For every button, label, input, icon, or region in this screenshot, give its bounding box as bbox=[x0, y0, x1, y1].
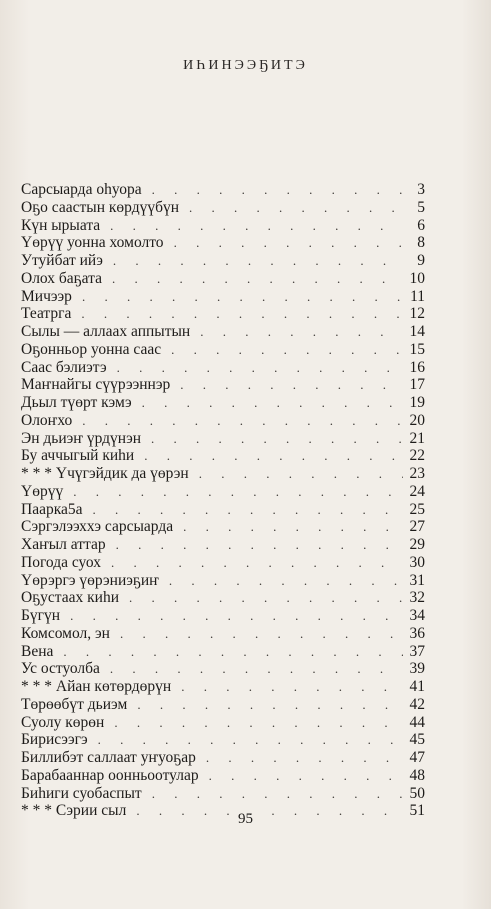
dot-leader bbox=[173, 518, 403, 536]
toc-entry-title: Комсомол, эн bbox=[21, 624, 110, 642]
toc-entry-title: Оҕонньор уонна саас bbox=[21, 340, 162, 358]
dot-leader bbox=[119, 589, 403, 607]
toc-entry-title: Биллибэт саллаат уҥуоҕар bbox=[21, 749, 196, 766]
dot-leader bbox=[170, 376, 403, 394]
toc-entry-page: 23 bbox=[409, 465, 425, 482]
dot-leader bbox=[142, 181, 403, 199]
dot-leader bbox=[88, 731, 403, 749]
toc-entry-page: 45 bbox=[409, 731, 425, 749]
toc-entry bbox=[21, 483, 425, 501]
toc-entry bbox=[21, 359, 425, 377]
toc-entry-page: 51 bbox=[409, 802, 425, 820]
dot-leader bbox=[127, 696, 403, 714]
dot-leader bbox=[72, 288, 403, 306]
toc-entry-page: 5 bbox=[417, 198, 425, 216]
toc-entry bbox=[21, 217, 425, 235]
dot-leader bbox=[53, 643, 403, 661]
toc-entry bbox=[21, 678, 425, 696]
toc-entry-title: Сарсыарда оһуора bbox=[21, 181, 142, 198]
toc-entry bbox=[21, 749, 425, 767]
dot-leader bbox=[164, 234, 403, 252]
toc-entry-title: Олох баҕата bbox=[21, 269, 102, 287]
dot-leader bbox=[171, 678, 403, 696]
toc-entry-page: 24 bbox=[409, 482, 425, 500]
toc-entry bbox=[21, 430, 425, 448]
dot-leader bbox=[141, 430, 403, 448]
toc-entry bbox=[21, 341, 425, 359]
toc-entry-title: Вена bbox=[21, 642, 54, 660]
toc-entry-title: Дьыл түөрт кэмэ bbox=[21, 394, 132, 411]
dot-leader bbox=[106, 536, 403, 554]
toc-entry-title: Барабааннар оонньоотулар bbox=[21, 766, 199, 784]
toc-entry-title: Паарка5а bbox=[21, 500, 83, 518]
toc-entry-title: Сэргэлээххэ сарсыарда bbox=[21, 518, 174, 536]
toc-entry bbox=[21, 181, 425, 199]
toc-entry-page: 20 bbox=[409, 411, 425, 429]
toc-entry-page: 6 bbox=[417, 216, 425, 234]
toc-entry-title: Погода суох bbox=[21, 553, 102, 571]
toc-entry-page: 3 bbox=[417, 181, 425, 198]
dot-leader bbox=[190, 323, 403, 341]
toc-entry-title: Утуйбат ийэ bbox=[21, 252, 103, 269]
dot-leader bbox=[134, 447, 403, 465]
toc-entry bbox=[21, 696, 425, 714]
toc-entry-title: Бу аччыгый киһи bbox=[21, 447, 135, 465]
toc-entry bbox=[21, 199, 425, 217]
dot-leader bbox=[71, 305, 403, 323]
toc-entry-page: 41 bbox=[409, 678, 425, 695]
toc-entry bbox=[21, 643, 425, 661]
toc-entry-title: Оҕо саастын көрдүүбүн bbox=[21, 198, 180, 216]
toc-entry-title: Маҥнайгы сүүрээннэр bbox=[21, 376, 171, 394]
toc-entry-title: Эн дьиэҥ үрдүнэн bbox=[21, 429, 142, 447]
toc-entry bbox=[21, 625, 425, 643]
dot-leader bbox=[199, 767, 403, 785]
dot-leader bbox=[179, 199, 403, 217]
toc-entry bbox=[21, 501, 425, 519]
toc-entry-page: 16 bbox=[409, 358, 425, 376]
toc-entry-page: 9 bbox=[417, 252, 425, 269]
toc-entry-title: Биһиги суобаспыт bbox=[21, 784, 142, 802]
dot-leader bbox=[159, 572, 403, 590]
toc-entry bbox=[21, 714, 425, 732]
toc-entry bbox=[21, 376, 425, 394]
toc-entry-title: Театрга bbox=[21, 305, 72, 323]
toc-entry-title: Үөрүү bbox=[21, 482, 64, 500]
toc-entry-page: 32 bbox=[409, 589, 425, 607]
dot-leader bbox=[189, 465, 403, 483]
toc-entry bbox=[21, 305, 425, 323]
toc-entry bbox=[21, 572, 425, 590]
toc-entry bbox=[21, 447, 425, 465]
dot-leader bbox=[161, 341, 403, 359]
toc-entry bbox=[21, 323, 425, 341]
toc-entry bbox=[21, 767, 425, 785]
dot-leader bbox=[100, 217, 403, 235]
toc-entry-page: 48 bbox=[409, 766, 425, 784]
dot-leader bbox=[102, 270, 403, 288]
toc-entry bbox=[21, 731, 425, 749]
toc-entry-page: 37 bbox=[409, 642, 425, 660]
toc-entry bbox=[21, 518, 425, 536]
toc-entry bbox=[21, 785, 425, 803]
toc-entry-title: Сылы — аллаах аппытын bbox=[21, 323, 191, 340]
toc-entry-title: Бүгүн bbox=[21, 607, 61, 624]
toc-entry bbox=[21, 288, 425, 306]
dot-leader bbox=[60, 607, 403, 625]
dot-leader bbox=[110, 625, 403, 643]
dot-leader bbox=[142, 785, 403, 803]
toc-entry-page: 17 bbox=[409, 376, 425, 394]
dot-leader bbox=[83, 501, 403, 519]
dot-leader bbox=[72, 412, 403, 430]
toc-entry-page: 15 bbox=[409, 340, 425, 358]
toc-entry-title: Бирисээгэ bbox=[21, 731, 88, 749]
dot-leader bbox=[103, 252, 403, 270]
toc-entry-page: 11 bbox=[410, 287, 425, 305]
toc-entry-title: Олоҥхо bbox=[21, 411, 73, 429]
toc-entry-page: 22 bbox=[409, 447, 425, 465]
toc-entry bbox=[21, 465, 425, 483]
toc-entry bbox=[21, 554, 425, 572]
toc-entry bbox=[21, 660, 425, 678]
toc-entry-page: 21 bbox=[409, 429, 425, 447]
toc-entry-title: Үөрэргэ үөрэниэҕиҥ bbox=[21, 571, 159, 589]
toc-entry-page: 36 bbox=[409, 624, 425, 642]
toc-entry bbox=[21, 394, 425, 412]
contents-heading: ИҺИНЭЭҔИТЭ bbox=[183, 58, 308, 73]
toc-entry-page: 30 bbox=[409, 553, 425, 571]
toc-entry-page: 19 bbox=[409, 394, 425, 411]
page-number: 95 bbox=[238, 811, 253, 827]
toc-entry-page: 44 bbox=[409, 713, 425, 731]
toc-entry-page: 31 bbox=[409, 571, 425, 589]
toc-entry-page: 50 bbox=[409, 784, 425, 802]
toc-entry-page: 29 bbox=[409, 536, 425, 553]
toc-entry bbox=[21, 607, 425, 625]
dot-leader bbox=[196, 749, 403, 767]
dot-leader bbox=[63, 483, 403, 501]
table-of-contents bbox=[21, 181, 425, 820]
toc-entry-title: Мичээр bbox=[21, 287, 72, 305]
dot-leader bbox=[107, 359, 403, 377]
toc-entry bbox=[21, 270, 425, 288]
toc-entry-page: 14 bbox=[409, 323, 425, 340]
toc-entry-title: Үөрүү уонна хомолто bbox=[21, 234, 164, 252]
toc-entry-title: * * * Айан көтөрдөрүн bbox=[21, 678, 172, 695]
toc-entry-page: 42 bbox=[409, 695, 425, 713]
toc-entry-page: 12 bbox=[409, 305, 425, 323]
toc-entry-title: Хаҥыл аттар bbox=[21, 536, 106, 553]
toc-entry-page: 8 bbox=[417, 234, 425, 252]
toc-entry-title: * * * Сэрии сыл bbox=[21, 802, 127, 820]
toc-entry-page: 25 bbox=[409, 500, 425, 518]
dot-leader bbox=[104, 714, 403, 732]
dot-leader bbox=[101, 554, 403, 572]
toc-entry-title: Күн ырыата bbox=[21, 216, 101, 234]
toc-entry-page: 39 bbox=[409, 660, 425, 678]
toc-entry-title: Ус остуолба bbox=[21, 660, 100, 678]
toc-entry-page: 10 bbox=[409, 269, 425, 287]
toc-entry bbox=[21, 589, 425, 607]
toc-entry-title: Төрөөбүт дьиэм bbox=[21, 695, 128, 713]
dot-leader bbox=[132, 394, 403, 412]
toc-entry-title: Оҕустаах киһи bbox=[21, 589, 120, 607]
toc-entry-page: 27 bbox=[409, 518, 425, 536]
toc-entry bbox=[21, 536, 425, 554]
toc-entry bbox=[21, 234, 425, 252]
toc-entry-title: Саас бэлиэтэ bbox=[21, 358, 107, 376]
toc-entry-page: 47 bbox=[409, 749, 425, 766]
toc-entry bbox=[21, 412, 425, 430]
toc-entry bbox=[21, 252, 425, 270]
dot-leader bbox=[100, 660, 403, 678]
toc-entry-title: Суолу көрөн bbox=[21, 713, 105, 731]
toc-entry-title: * * * Үчүгэйдик да үөрэн bbox=[21, 465, 189, 482]
toc-entry-page: 34 bbox=[409, 607, 425, 624]
